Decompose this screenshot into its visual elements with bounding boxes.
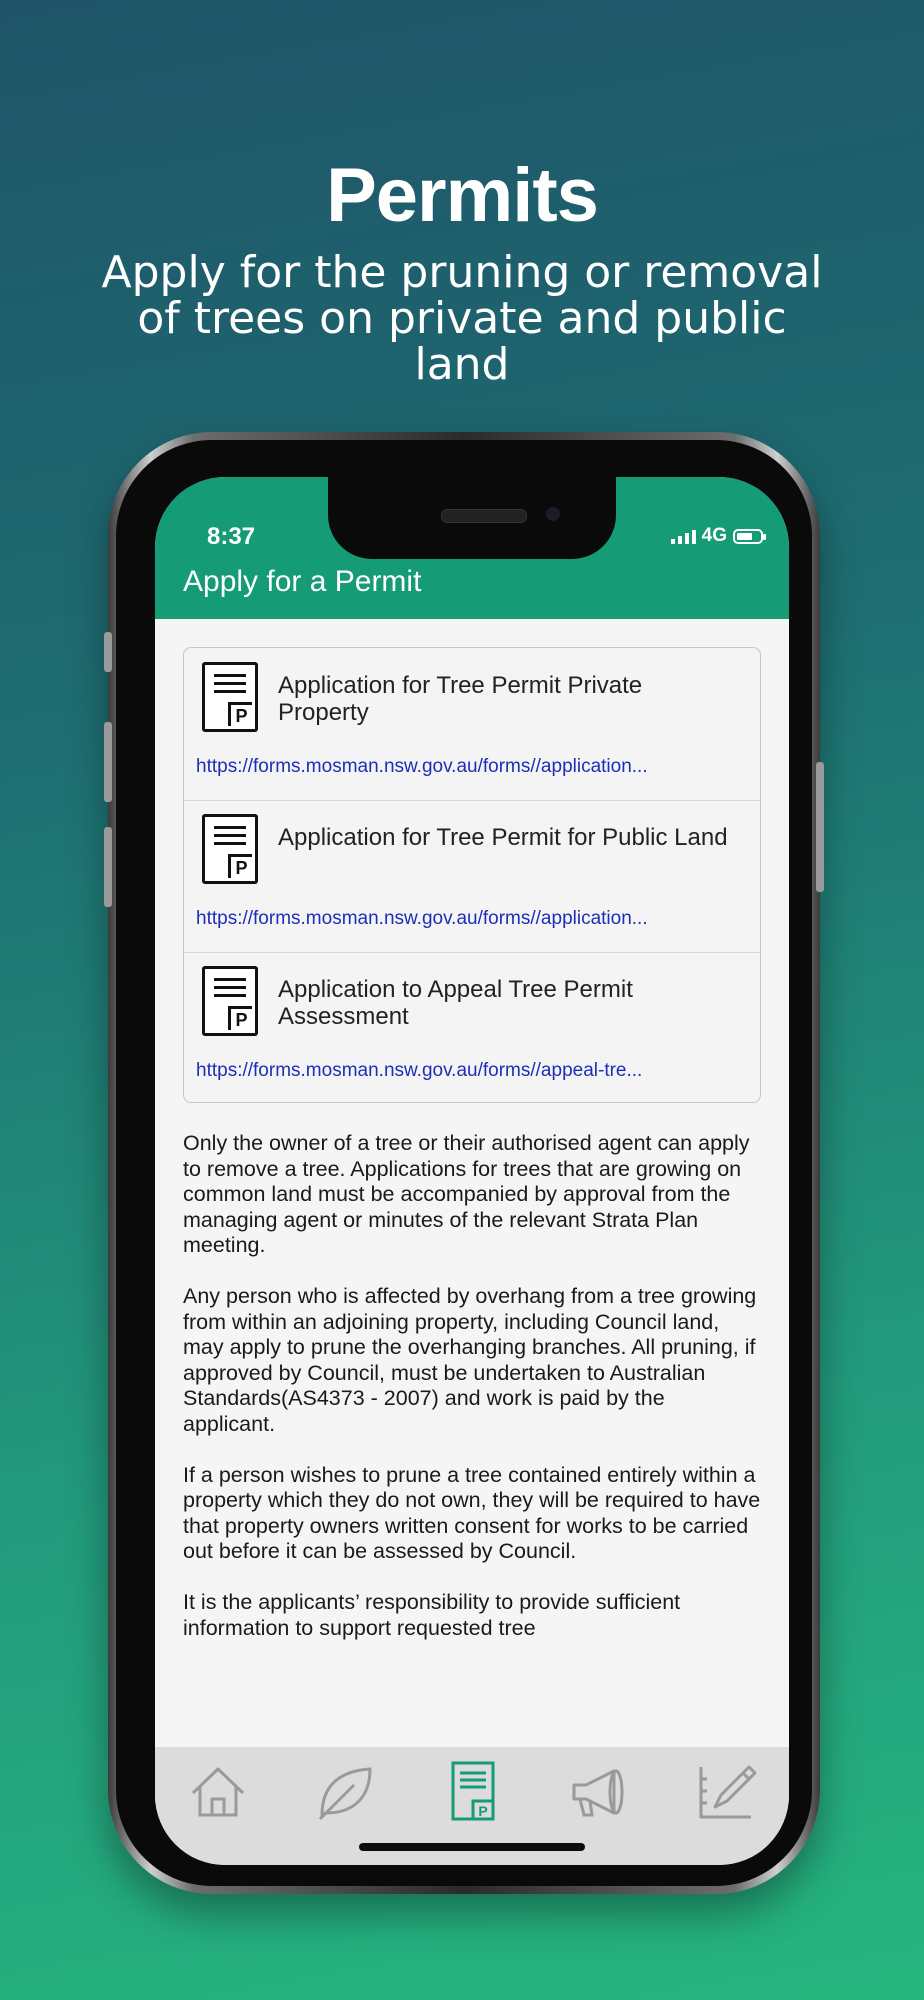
permit-item-private-property[interactable] <box>184 648 760 801</box>
permit-icon <box>437 1757 507 1827</box>
signal-icon <box>671 528 696 544</box>
promo-title: Permits <box>326 153 598 238</box>
permit-document-icon: P <box>202 966 258 1036</box>
permit-item-title: Application for Tree Permit Private Property <box>278 672 643 726</box>
permit-item-public-land[interactable] <box>184 800 760 953</box>
content-scroll[interactable] <box>155 619 789 1863</box>
permit-list-card <box>183 647 761 1103</box>
silent-switch <box>104 632 112 672</box>
power-button <box>816 762 824 892</box>
tab-announcements[interactable] <box>564 1757 634 1827</box>
permit-item-link[interactable]: https://forms.mosman.nsw.gov.au/forms//appeal-tre... <box>196 1060 643 1081</box>
info-paragraph: Only the owner of a tree or their authorised agent can apply to remove a tree. Applications for trees that are growing on common land must be accompanied by approval from the managing agent or minutes of the relevant Strata Plan meeting. <box>183 1131 750 1258</box>
status-indicators <box>671 525 763 547</box>
permit-item-title: Application to Appeal Tree Permit Assessment <box>278 976 633 1030</box>
front-camera <box>546 507 560 521</box>
report-edit-icon <box>691 1757 761 1827</box>
bottom-tab-bar <box>155 1747 789 1865</box>
home-indicator[interactable] <box>359 1843 585 1851</box>
tab-trees[interactable] <box>310 1757 380 1827</box>
battery-icon <box>733 529 763 544</box>
permit-item-link[interactable]: https://forms.mosman.nsw.gov.au/forms//application... <box>196 908 648 929</box>
permit-item-title: Application for Tree Permit for Public Land <box>278 824 728 851</box>
speaker <box>441 509 527 523</box>
status-time: 8:37 <box>207 523 256 550</box>
tab-report[interactable] <box>691 1757 761 1827</box>
phone-screen <box>155 477 789 1865</box>
home-icon <box>183 1757 253 1827</box>
info-paragraph: It is the applicants’ responsibility to provide sufficient information to support requested tree <box>183 1589 681 1640</box>
tab-permits[interactable] <box>437 1757 507 1827</box>
info-paragraph: If a person wishes to prune a tree contained entirely within a property which they do not own, they will be required to have that property owners written consent for works to be carried out before it can be assessed by Council. <box>183 1462 761 1564</box>
phone-bezel <box>116 440 812 1886</box>
tab-home[interactable] <box>183 1757 253 1827</box>
page-title: Apply for a Permit <box>183 565 422 598</box>
permit-document-icon: P <box>202 662 258 732</box>
phone-frame <box>108 432 820 1894</box>
notch <box>328 477 616 559</box>
svg-text:P: P <box>478 1803 488 1819</box>
leaf-icon <box>310 1757 380 1827</box>
info-paragraph: Any person who is affected by overhang from a tree growing from within an adjoining property, including Council land, may apply to prune the overhanging branches. All pruning, if approved by Council, must be undertaken to Australian Standards(AS4373 - 2007) and work is paid by the applicant. <box>183 1283 757 1436</box>
volume-down-button <box>104 827 112 907</box>
volume-up-button <box>104 722 112 802</box>
permit-item-link[interactable]: https://forms.mosman.nsw.gov.au/forms//application... <box>196 756 648 777</box>
megaphone-icon <box>564 1757 634 1827</box>
permit-info-text <box>183 1131 761 1666</box>
network-label: 4G <box>701 525 727 546</box>
promo-subtitle: Apply for the pruning or removal of trees on private and public land <box>101 247 823 390</box>
permit-document-icon: P <box>202 814 258 884</box>
permit-item-appeal[interactable] <box>184 952 760 1104</box>
